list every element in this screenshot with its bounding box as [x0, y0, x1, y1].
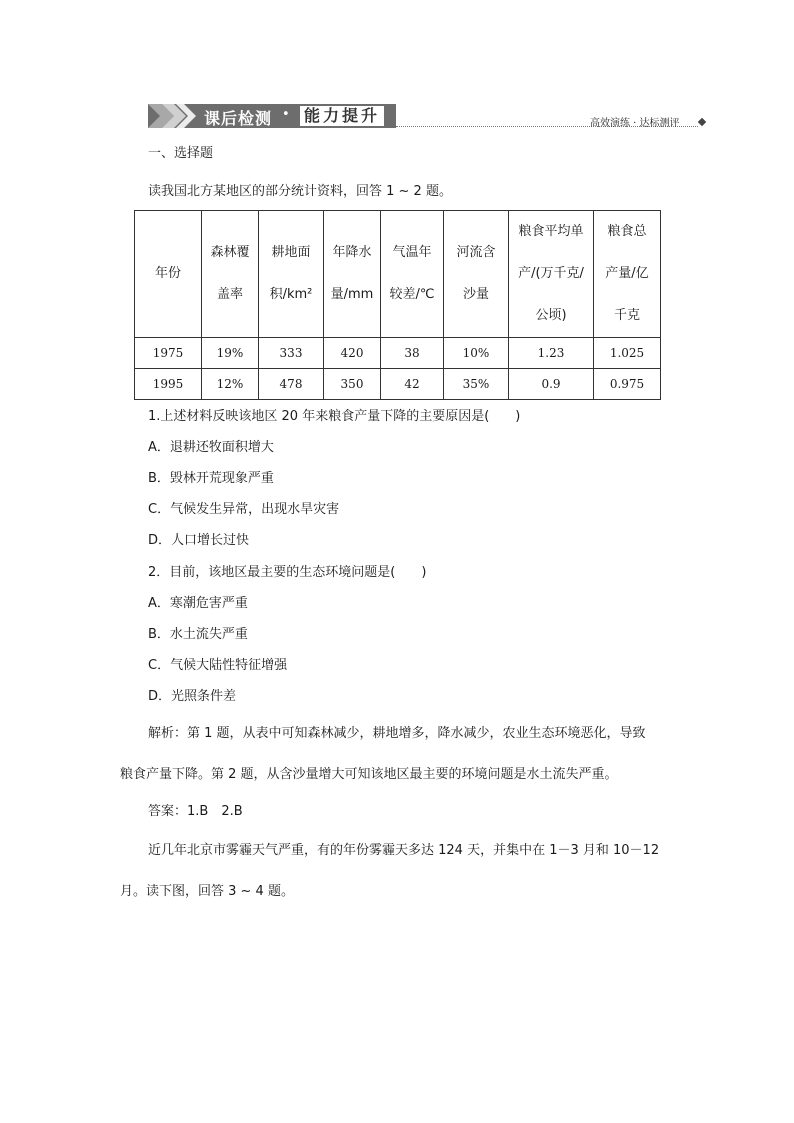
header-cell: [259, 211, 324, 338]
question-1-option-b: B．毁林开荒现象严重: [148, 471, 274, 486]
section-title: 一、选择题: [148, 146, 214, 161]
question-2-option-a: A．寒潮危害严重: [148, 596, 248, 611]
intro-paragraph-1: 读我国北方某地区的部分统计资料，回答 1 ~ 2 题。: [148, 184, 452, 199]
table-cell: 10%: [444, 338, 509, 369]
statistics-table: [134, 210, 661, 400]
diamond-icon: [698, 118, 706, 126]
table-cell: 420: [324, 338, 381, 369]
header-cell: [202, 211, 259, 338]
table-cell: 0.975: [594, 369, 661, 400]
header-cell: [135, 211, 202, 338]
table-cell: 19%: [202, 338, 259, 369]
question-1-option-d: D．人口增长过快: [148, 533, 250, 548]
header-line: 河流含: [456, 245, 496, 260]
table-header-row: [135, 211, 661, 338]
header-line: 耕地面: [271, 245, 311, 260]
header-line: 产量/亿: [605, 266, 649, 281]
table-cell: 1995: [135, 369, 202, 400]
question-2-option-d: D．光照条件差: [148, 689, 237, 704]
header-line: 量/mm: [330, 287, 374, 302]
header-cell: [444, 211, 509, 338]
table-cell: 478: [259, 369, 324, 400]
header-line: 盖率: [216, 287, 243, 302]
table-row: [135, 338, 661, 369]
table-cell: 1975: [135, 338, 202, 369]
header-line: 千克: [613, 308, 640, 323]
header-cell: [509, 211, 594, 338]
header-cell: [381, 211, 444, 338]
header-right-caption: 高效演练 · 达标测评: [590, 118, 680, 129]
header-line: 较差/℃: [389, 287, 435, 302]
table-cell: 12%: [202, 369, 259, 400]
header-line: 年份: [154, 266, 181, 281]
analysis-line-2: 粮食产量下降。第 2 题，从含沙量增大可知该地区最主要的环境问题是水土流失严重。: [120, 767, 618, 782]
header-line: 森林覆: [210, 245, 250, 260]
answer-line: 答案：1.B 2.B: [148, 804, 243, 819]
question-2-stem: 2．目前，该地区最主要的生态环境问题是( ): [148, 565, 427, 580]
chevron-arrows-icon: [148, 104, 198, 128]
analysis-line-1: 解析：第 1 题，从表中可知森林减少，耕地增多，降水减少，农业生态环境恶化，导致: [148, 726, 646, 741]
header-line: 粮食平均单: [518, 224, 584, 239]
table-cell: 350: [324, 369, 381, 400]
table-cell: 35%: [444, 369, 509, 400]
header-line: 年降水: [332, 245, 372, 260]
table-cell: 333: [259, 338, 324, 369]
table-cell: 0.9: [509, 369, 594, 400]
banner-label-right: 能力提升: [300, 106, 384, 126]
table-cell: 1.025: [594, 338, 661, 369]
intro-paragraph-2-line-1: 近几年北京市雾霾天气严重，有的年份雾霾天多达 124 天，并集中在 1－3 月和 10－12: [148, 843, 660, 858]
table-row: [135, 369, 661, 400]
header-line: 粮食总: [607, 224, 647, 239]
question-1-stem: 1.上述材料反映该地区 20 年来粮食产量下降的主要原因是( ): [148, 409, 521, 424]
intro-paragraph-2-line-2: 月。读下图，回答 3 ~ 4 题。: [120, 884, 294, 899]
banner-separator: •: [282, 107, 290, 122]
header-line: 沙量: [462, 287, 489, 302]
header-line: 公顷): [535, 308, 567, 323]
question-2-option-c: C．气候大陆性特征增强: [148, 658, 288, 673]
table-cell: 38: [381, 338, 444, 369]
table-cell: 1.23: [509, 338, 594, 369]
header-line: 气温年: [392, 245, 432, 260]
question-1-option-c: C．气候发生异常，出现水旱灾害: [148, 502, 340, 517]
banner-label-left: 课后检测: [204, 109, 273, 128]
question-2-option-b: B．水土流失严重: [148, 627, 248, 642]
table-cell: 42: [381, 369, 444, 400]
section-banner: [148, 104, 396, 128]
header-line: 积/km²: [269, 287, 313, 302]
header-cell: [594, 211, 661, 338]
question-1-option-a: A．退耕还牧面积增大: [148, 440, 274, 455]
header-line: 产/(万千克/: [518, 266, 584, 281]
header-cell: [324, 211, 381, 338]
